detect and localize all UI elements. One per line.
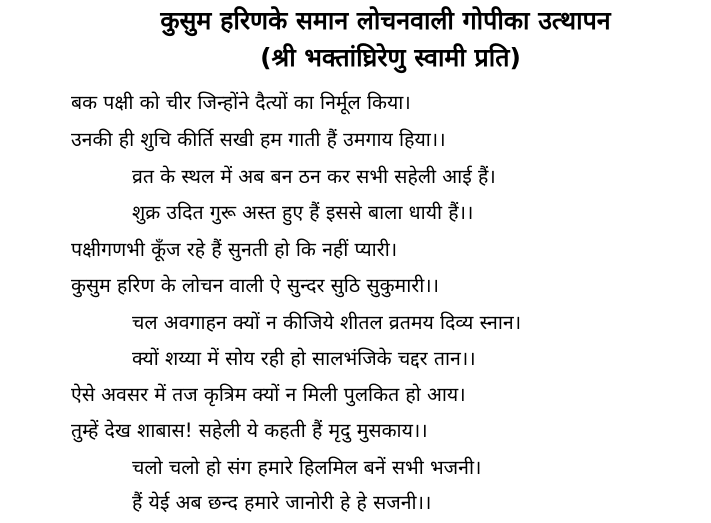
verse-line: उनकी ही शुचि कीर्ति सखी हम गाती हैं उमगाय हिया।। [71, 128, 446, 151]
verse-line: कुसुम हरिण के लोचन वाली ऐ सुन्दर सुठि सुकुमारी।। [71, 274, 440, 297]
verse-line: शुक्र उदित गुरू अस्त हुए हैं इससे बाला धायी हैं।। [132, 201, 474, 224]
verse-line: हैं येई अब छन्द हमारे जानोरी हे हे सजनी।। [132, 491, 432, 514]
poem-subtitle: (श्री भक्तांघ्रिरेणु स्वामी प्रति) [260, 43, 521, 72]
verse-line: चलो चलो हो संग हमारे हिलमिल बनें सभी भजनी। [132, 456, 482, 479]
verse-line: पक्षीगणभी कूँज रहे हैं सुनती हो कि नहीं प्यारी। [71, 238, 398, 261]
verse-line: ऐसे अवसर में तज कृत्रिम क्यों न मिली पुलकित हो आय। [71, 383, 466, 406]
verse-line: तुम्हें देख शाबास! सहेली ये कहती हैं मृदु मुसकाय।। [71, 419, 428, 442]
verse-line: चल अवगाहन क्यों न कीजिये शीतल व्रतमय दिव्य स्नान। [132, 311, 522, 334]
verse-line: क्यों शय्या में सोय रही हो सालभंजिके चद्दर तान।। [132, 347, 476, 370]
verse-line: व्रत के स्थल में अब बन ठन कर सभी सहेली आई हैं। [132, 165, 496, 188]
poem-title: कुसुम हरिणके समान लोचनवाली गोपीका उत्थापन [160, 6, 611, 35]
verse-line: बक पक्षी को चीर जिन्होंने दैत्यों का निर्मूल किया। [71, 91, 411, 114]
